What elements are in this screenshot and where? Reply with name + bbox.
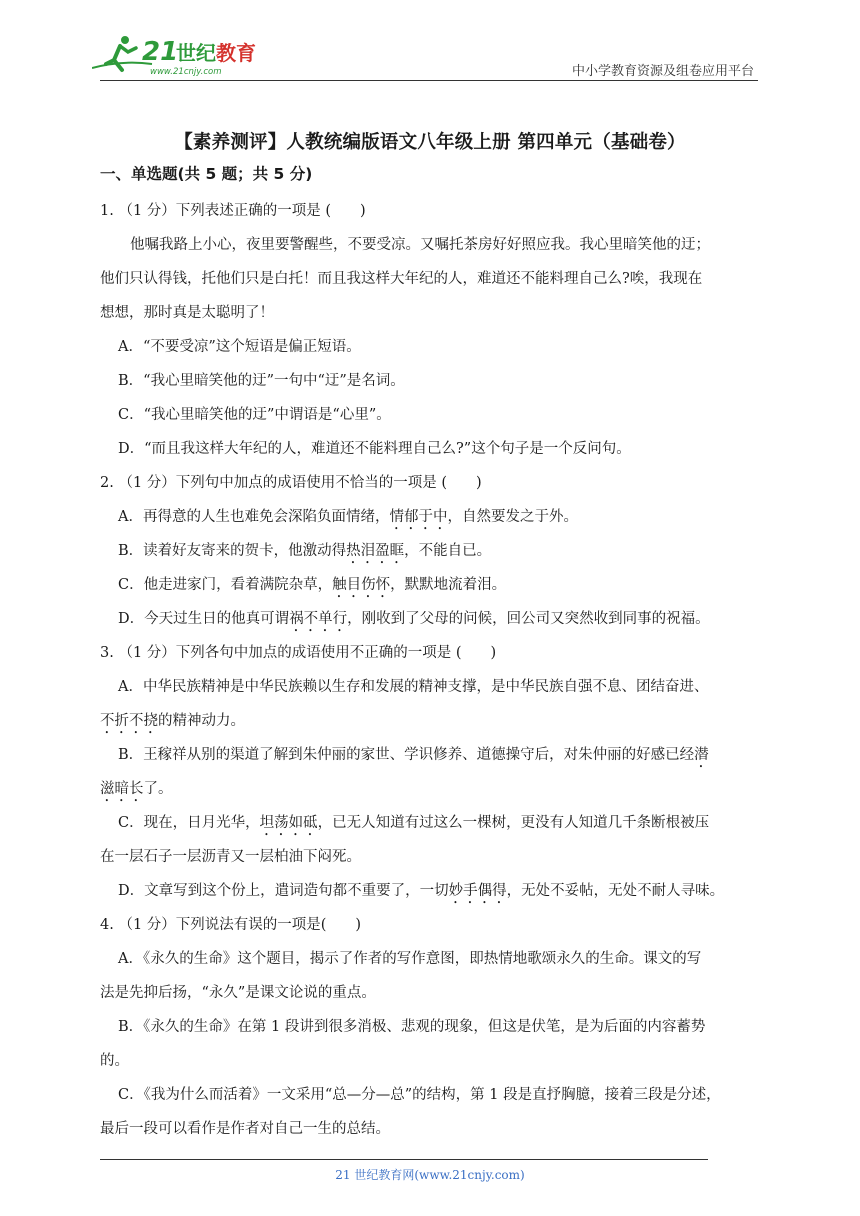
option-text: ，默默地流着泪。 [390,577,507,593]
option-text: ，不能自已。 [404,543,492,559]
option-text: B．读着好友寄来的贺卡，他激动得 [118,543,347,559]
question-2-option-d[interactable] [100,602,760,636]
site-logo[interactable] [92,30,262,80]
platform-name: 中小学教育资源及组卷应用平台 [571,64,754,79]
question-3-option-a[interactable]: A．中华民族精神是中华民族赖以生存和发展的精神支撑，是中华民族自强不息、团结奋进、 [118,679,709,695]
question-3-option-d[interactable] [100,874,760,908]
question-4-option-b-cont[interactable]: 的。 [100,1053,129,1069]
option-text: ，已无人知道有过这么一棵树，更没有人知道几千条断根被压 [317,815,710,831]
question-4-option-b[interactable]: B．《永久的生命》在第 1 段讲到很多消极、悲观的现象，但这是伏笔，是为后面的内容蓄势 [118,1019,706,1035]
dotted-idiom: 妙手偶得 [448,883,507,899]
question-1-option-a[interactable]: A．“不要受凉”这个短语是偏正短语。 [118,339,361,355]
question-4-stem: 4. （1 分）下列说法有误的一项是( ) [100,917,362,933]
page-header [0,0,860,90]
question-4-option-c-cont[interactable]: 最后一段可以看作是作者对自己一生的总结。 [100,1121,390,1137]
svg-text:世纪: 世纪 [176,41,216,65]
option-text: C．现在，日月光华， [118,815,260,831]
dotted-idiom: 潜 [694,747,709,763]
option-text: 的精神动力。 [158,713,245,729]
logo-graphic [92,30,262,80]
footer-divider [100,1159,708,1160]
option-text: B．王稼祥从别的渠道了解到朱仲丽的家世、学识修养、道德操守后，对朱仲丽的好感已经 [118,747,695,763]
option-text: ，刚收到了父母的问候，回公司又突然收到同事的祝福。 [347,611,710,627]
question-3-option-c[interactable] [100,806,760,840]
question-4-option-a[interactable]: A．《永久的生命》这个题目，揭示了作者的写作意图，即热情地歌颂永久的生命。课文的写 [118,951,702,967]
option-text: ，自然要发之于外。 [447,509,578,525]
question-1-stem: 1. （1 分）下列表述正确的一项是 ( ) [100,203,366,219]
question-2-option-a[interactable] [100,500,760,534]
question-1-passage-line: 他们只认得钱，托他们只是白托！而且我这样大年纪的人，难道还不能料理自己么?唉，我现在 [100,271,703,287]
option-text: C．他走进家门，看着满院杂草， [118,577,333,593]
dotted-idiom: 滋暗长 [100,781,144,797]
document-title: 【素养测评】人教统编版语文八年级上册 第四单元（基础卷） [174,132,686,153]
dotted-idiom: 情郁于中 [389,509,448,525]
svg-text:21: 21 [142,37,179,67]
question-list [100,194,760,1146]
question-2-option-c[interactable] [100,568,760,602]
question-4-option-a-cont[interactable]: 法是先抑后扬，“永久”是课文论说的重点。 [100,985,376,1001]
option-text: D．文章写到这个份上，遣词造句都不重要了，一切 [118,883,449,899]
question-1-option-d[interactable]: D．“而且我这样大年纪的人，难道还不能料理自己么?”这个句子是一个反问句。 [118,441,631,457]
question-2-stem: 2. （1 分）下列句中加点的成语使用不恰当的一项是 ( ) [100,475,482,491]
option-text: A．再得意的人生也难免会深陷负面情绪， [118,509,390,525]
option-text: ，无处不妥帖，无处不耐人寻味。 [506,883,725,899]
question-3-option-c-cont[interactable]: 在一层石子一层沥青又一层柏油下闷死。 [100,849,361,865]
svg-text:教育: 教育 [216,41,256,65]
footer-link[interactable]: 21 世纪教育网(www.21cnjy.com) [335,1168,525,1182]
question-1-passage-line: 想想，那时真是太聪明了！ [100,305,274,321]
dotted-idiom: 坦荡如砥 [259,815,318,831]
question-1-option-b[interactable]: B．“我心里暗笑他的迂”一句中“迂”是名词。 [118,373,405,389]
section-heading: 一、单选题(共 5 题；共 5 分) [100,165,313,183]
question-1-option-c[interactable]: C．“我心里暗笑他的迂”中谓语是“心里”。 [118,407,391,423]
option-text: D．今天过生日的他真可谓 [118,611,290,627]
question-3-stem: 3. （1 分）下列各句中加点的成语使用不正确的一项是 ( ) [100,645,497,661]
header-divider [100,80,758,81]
option-text: 了。 [143,781,173,797]
dotted-idiom: 祸不单行 [289,611,348,627]
question-3-option-b[interactable] [100,738,760,772]
question-3-option-b-cont[interactable] [100,772,760,806]
dotted-idiom: 触目伤怀 [332,577,391,593]
question-4-option-c[interactable]: C．《我为什么而活着》一文采用“总—分—总”的结构，第 1 段是直抒胸臆，接着三段是分述， [118,1087,721,1103]
dotted-idiom: 热泪盈眶 [346,543,405,559]
svg-text:www.21cnjy.com: www.21cnjy.com [150,67,222,77]
question-1-passage-line: 他嘱我路上小心，夜里要警醒些，不要受凉。又嘱托茶房好好照应我。我心里暗笑他的迂； [130,237,710,253]
dotted-idiom: 不折不挠 [100,713,158,729]
question-3-option-a-cont[interactable] [100,704,760,738]
question-2-option-b[interactable] [100,534,760,568]
